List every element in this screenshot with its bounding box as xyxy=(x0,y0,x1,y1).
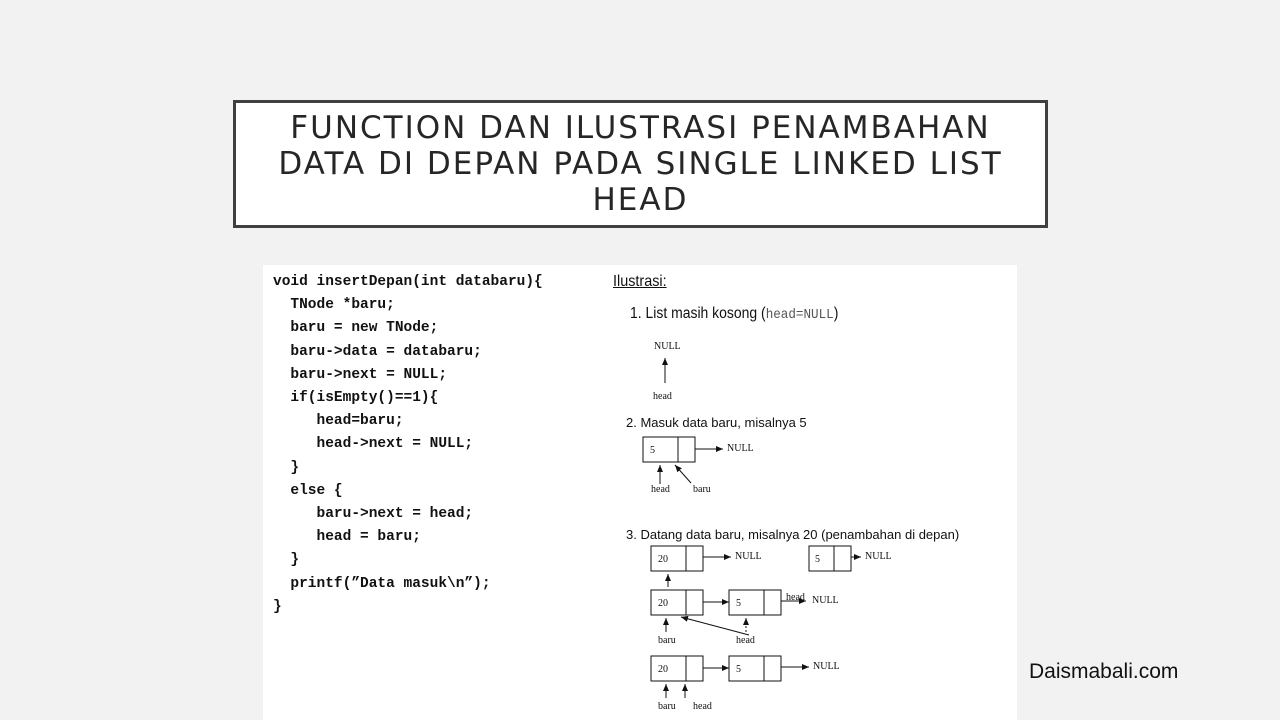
baru-pointer-arrow xyxy=(675,465,691,483)
node-value: 20 xyxy=(658,554,668,565)
node-data-cell xyxy=(651,546,686,571)
watermark: Daismabali.com xyxy=(1029,660,1179,683)
code-line: void insertDepan(int databaru){ xyxy=(273,274,543,290)
illustration-heading: Ilustrasi: xyxy=(613,273,667,290)
node-next-cell xyxy=(686,590,703,615)
code-line: baru = new TNode; xyxy=(273,320,439,337)
code-line: baru->next = NULL; xyxy=(273,366,448,383)
code-line: baru->next = head; xyxy=(273,506,474,523)
code-line: } xyxy=(273,459,300,476)
illustration-area xyxy=(613,265,1017,720)
baru-label: baru xyxy=(658,701,676,712)
step-1-prefix: 1. List masih kosong ( xyxy=(630,305,766,322)
code-line: head=baru; xyxy=(273,413,404,430)
null-label: NULL xyxy=(813,661,840,672)
code-line: } xyxy=(273,552,300,569)
code-line: head = baru; xyxy=(273,529,421,546)
null-label: NULL xyxy=(812,595,839,606)
node-value: 5 xyxy=(815,554,820,565)
code-line: TNode *baru; xyxy=(273,297,395,314)
baru-label: baru xyxy=(693,484,711,495)
node-next-cell xyxy=(678,437,695,462)
code-line: } xyxy=(273,598,282,615)
code-line: head->next = NULL; xyxy=(273,436,474,453)
node-next-cell xyxy=(686,546,703,571)
node-value: 5 xyxy=(736,664,741,675)
head-label: head xyxy=(693,701,712,712)
head-move-arrow xyxy=(681,617,749,635)
code-line: if(isEmpty()==1){ xyxy=(273,390,439,407)
head-label: head xyxy=(651,484,670,495)
linked-list-diagram xyxy=(613,265,1017,720)
null-label: NULL xyxy=(654,341,681,352)
slide-title-line-1: FUNCTION DAN ILUSTRASI PENAMBAHAN xyxy=(290,110,991,146)
node-data-cell xyxy=(809,546,834,571)
code-line: printf(”Data masuk\n”); xyxy=(273,575,491,592)
null-label: NULL xyxy=(735,551,762,562)
step-3-caption: 3. Datang data baru, misalnya 20 (penambahan di depan) xyxy=(626,527,960,542)
step-1-suffix: ) xyxy=(833,305,839,322)
head-label: head xyxy=(786,592,805,603)
node-value: 20 xyxy=(658,598,668,609)
step-2-caption: 2. Masuk data baru, misalnya 5 xyxy=(626,415,807,430)
code-line: baru->data = databaru; xyxy=(273,343,482,360)
node-value: 5 xyxy=(736,598,741,609)
slide-title-line-2: DATA DI DEPAN PADA SINGLE LINKED LIST xyxy=(278,146,1003,182)
step-1-code: head=NULL xyxy=(765,307,834,323)
code-block xyxy=(273,271,543,619)
slide-title xyxy=(261,110,1021,218)
node-next-cell xyxy=(764,656,781,681)
slide-title-box xyxy=(233,100,1048,228)
node-data-cell xyxy=(643,437,678,462)
baru-label: baru xyxy=(658,635,676,646)
node-next-cell xyxy=(686,656,703,681)
slide-title-line-3: HEAD xyxy=(592,182,689,218)
node-data-cell xyxy=(651,656,686,681)
head-label: head xyxy=(653,391,672,402)
node-value: 5 xyxy=(650,445,655,456)
null-label: NULL xyxy=(865,551,892,562)
code-line: else { xyxy=(273,482,343,499)
node-data-cell xyxy=(729,656,764,681)
node-data-cell xyxy=(729,590,764,615)
null-label: NULL xyxy=(727,443,754,454)
node-value: 20 xyxy=(658,664,668,675)
code-and-illustration-image xyxy=(263,265,1017,720)
node-data-cell xyxy=(651,590,686,615)
node-next-cell xyxy=(834,546,851,571)
head-label: head xyxy=(736,635,755,646)
node-next-cell xyxy=(764,590,781,615)
